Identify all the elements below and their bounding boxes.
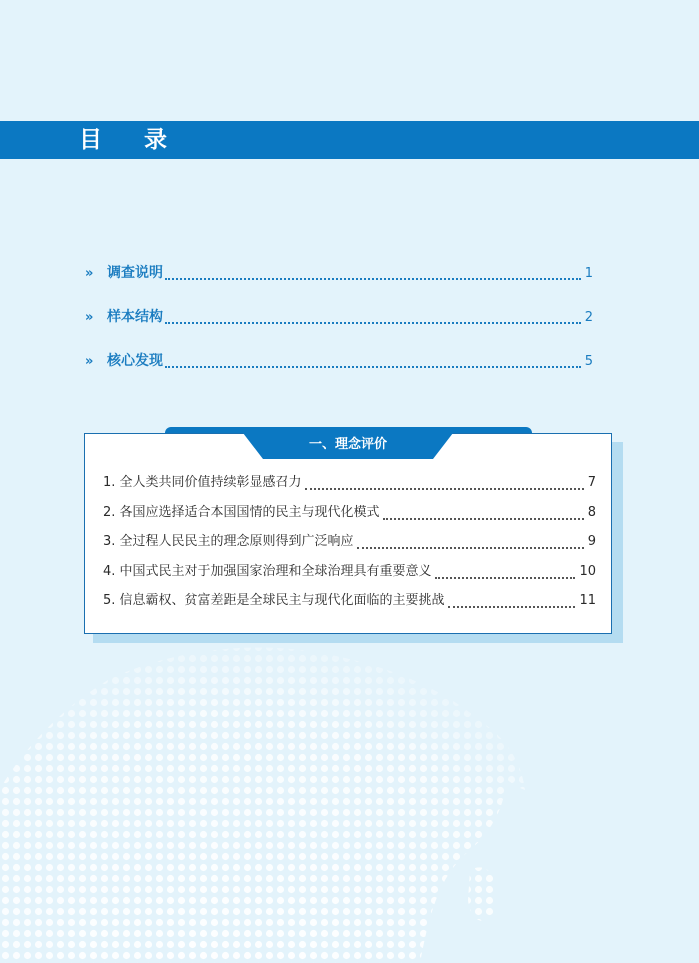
main-toc	[85, 262, 593, 394]
double-chevron-right-icon: »	[85, 310, 94, 325]
dot-leader	[448, 606, 576, 608]
toc-entry-sample-structure[interactable]	[85, 306, 593, 328]
section-toc-entry[interactable]	[103, 561, 596, 583]
toc-entry-core-findings[interactable]	[85, 350, 593, 372]
toc-entry-survey-notes[interactable]	[85, 262, 593, 284]
section-toc-entry-label: 5. 信息霸权、贫富差距是全球民主与现代化面临的主要挑战	[103, 593, 445, 608]
section-toc-entry-label: 1. 全人类共同价值持续彰显感召力	[103, 475, 302, 490]
section-toc-entry-page: 9	[587, 534, 596, 549]
section-box	[84, 433, 612, 634]
section-toc-entry-page: 7	[587, 475, 596, 490]
double-chevron-right-icon: »	[85, 266, 94, 281]
section-toc-entry-label: 3. 全过程人民民主的理念原则得到广泛响应	[103, 534, 354, 549]
dot-leader	[165, 322, 581, 324]
toc-entry-label: 调查说明	[107, 265, 163, 281]
section-toc-entry[interactable]	[103, 590, 596, 612]
toc-entry-page: 1	[584, 266, 593, 281]
dot-leader	[305, 488, 584, 490]
page-title: 目 录	[79, 127, 185, 153]
section-toc-entry-label: 4. 中国式民主对于加强国家治理和全球治理具有重要意义	[103, 563, 432, 579]
section-toc-entry-page: 10	[579, 563, 596, 579]
section-toc-entry-label: 2. 各国应选择适合本国国情的民主与现代化模式	[103, 504, 380, 520]
toc-entry-page: 5	[584, 354, 593, 369]
dot-leader	[165, 278, 581, 280]
toc-entry-label: 样本结构	[107, 309, 163, 325]
dot-leader	[435, 577, 576, 579]
dot-leader	[383, 518, 584, 520]
dotted-globe-background	[0, 620, 699, 963]
toc-entry-label: 核心发现	[107, 353, 163, 369]
section-toc-entry[interactable]	[103, 472, 596, 494]
section-toc-entry[interactable]	[103, 502, 596, 524]
title-bar	[0, 121, 699, 159]
dot-leader	[357, 547, 584, 549]
section-toc-entry-page: 8	[587, 504, 596, 520]
section-toc-entry[interactable]	[103, 531, 596, 553]
dot-leader	[165, 366, 581, 368]
section-toc	[103, 472, 596, 620]
double-chevron-right-icon: »	[85, 354, 94, 369]
section-toc-entry-page: 11	[579, 593, 596, 608]
toc-entry-page: 2	[584, 310, 593, 325]
section-title: 一、理念评价	[308, 437, 387, 452]
